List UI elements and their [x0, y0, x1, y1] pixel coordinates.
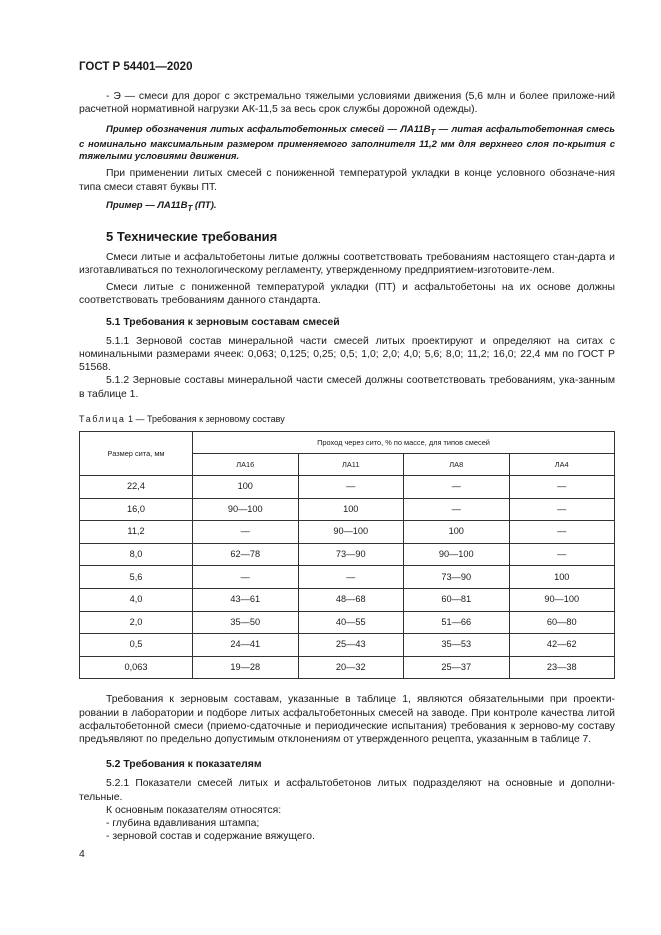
pt-note: При применении литых смесей с пониженной температурой укладки в конце условного обозначе-ния типа смеси ставят буквы ПТ.: [79, 168, 615, 193]
table-cell: —: [193, 566, 299, 589]
section-5-title: 5 Технические требования: [106, 228, 278, 244]
page-number: 4: [79, 849, 85, 860]
table-cell: 25—43: [298, 634, 404, 657]
table-cell: —: [509, 521, 615, 544]
table-row: [80, 543, 615, 566]
table-cell: —: [509, 476, 615, 499]
page-header: ГОСТ Р 54401—2020: [79, 61, 193, 73]
sieve-size-cell: 0,063: [80, 656, 193, 679]
sieve-size-cell: 22,4: [80, 476, 193, 499]
table-caption-word: Таблица: [79, 413, 126, 424]
table-cell: 90—100: [298, 521, 404, 544]
column-header-type: ЛА8: [404, 454, 510, 476]
table-cell: —: [298, 566, 404, 589]
sieve-size-cell: 4,0: [80, 589, 193, 612]
main-indicators-intro: К основным показателям относятся:: [106, 804, 282, 816]
table-cell: 100: [298, 498, 404, 521]
sieve-size-cell: 2,0: [80, 611, 193, 634]
table-cell: 24—41: [193, 634, 299, 657]
table-caption: [79, 413, 615, 426]
sieve-size-cell: 0,5: [80, 634, 193, 657]
table-cell: 62—78: [193, 543, 299, 566]
table-cell: —: [509, 543, 615, 566]
section-5-1-2: 5.1.2 Зерновые составы минеральной части смесей должны соответствовать требованиям, ука-занным в таблице 1.: [79, 375, 615, 400]
indicator-bullet-1: - глубина вдавливания штампа;: [106, 818, 260, 829]
column-header-type: ЛА11: [298, 454, 404, 476]
column-header-sieve: Размер сита, мм: [80, 432, 193, 476]
column-header-type: ЛА16: [193, 454, 299, 476]
table-cell: 23—38: [509, 656, 615, 679]
table-row: [80, 476, 615, 499]
example-subscript: Т: [430, 128, 436, 138]
example-text-pre: Пример обозначения литых асфальтобетонных смесей — ЛА11В: [106, 124, 431, 136]
section-5-paragraph-1: Смеси литые и асфальтобетоны литые должны соответствовать требованиям настоящего стан-дарта и изготавливаться по технологическому регламенту, утвержденному предприятием-изготовите-лем.: [79, 251, 615, 276]
table-caption-text: 1 — Требования к зерновому составу: [125, 413, 285, 424]
pt-example-subscript: Т: [187, 203, 193, 213]
table-cell: 35—53: [404, 634, 510, 657]
section-5-2-1: 5.2.1 Показатели смесей литых и асфальтобетонов литых подразделяют на основные и дополни-тельные.: [79, 778, 615, 803]
section-5-paragraph-2: Смеси литые с пониженной температурой укладки (ПТ) и асфальтобетоны на их основе должны соответствовать требованиям данного стандарта.: [79, 282, 615, 307]
table-row: [80, 611, 615, 634]
table-cell: 100: [193, 476, 299, 499]
table-cell: 60—81: [404, 589, 510, 612]
table-cell: —: [404, 476, 510, 499]
section-5-1-1: 5.1.1 Зерновой состав минеральной части смесей литых проектируют и определяют на ситах с номинальными размерами ячеек: 0,063; 0,125; 0,25; 0,5; 1,0; 2,0; 4,0; 5,6; 8,0; 11,2; 16,0; 22,4 мм по ГОСТ Р 51568.: [79, 335, 615, 374]
example-text-post: — литая асфальтобетонная смесь с номинально максимальным размером применяемого заполнителя 11,2 мм для верхнего слоя по-крытия с тяжелыми условиями движения.: [79, 124, 616, 163]
sieve-size-cell: 8,0: [80, 543, 193, 566]
indicator-bullet-2: - зерновой состав и содержание вяжущего.: [106, 831, 315, 843]
table-cell: 20—32: [298, 656, 404, 679]
table-cell: 90—100: [404, 543, 510, 566]
table-cell: —: [193, 521, 299, 544]
table-row: [80, 521, 615, 544]
bullet-e: - Э — смеси для дорог с экстремально тяжелыми условиями движения (5,6 млн и более приложе-ний расчетной нормативной нагрузки АК-11,5 за весь срок службы дорожной одежды).: [79, 91, 615, 116]
pt-example-pre: Пример — ЛА11В: [106, 199, 188, 211]
table-cell: 90—100: [193, 498, 299, 521]
section-5-2-title: 5.2 Требования к показателям: [106, 759, 262, 771]
table-cell: 25—37: [404, 656, 510, 679]
table-cell: 19—28: [193, 656, 299, 679]
table-cell: 73—90: [404, 566, 510, 589]
table-cell: 51—66: [404, 611, 510, 634]
table-cell: 40—55: [298, 611, 404, 634]
table-row: [80, 589, 615, 612]
after-table-paragraph: Требования к зерновым составам, указанные в таблице 1, являются обязательными при проекти-ровании в лаборатории и подборе литых асфальтобетонных смесей на заводе. При контроле качества литой асфальтобетонной смеси (приемо-сдаточные и периодические испытания) требования к зерново-му составу предъявляют по предельно допустимым отклонениям от утвержденного рецепта, указанным в таблице 7.: [79, 694, 615, 745]
table-cell: 48—68: [298, 589, 404, 612]
table-row: [80, 656, 615, 679]
table-cell: 60—80: [509, 611, 615, 634]
sieve-size-cell: 16,0: [80, 498, 193, 521]
column-header-group: Проход через сито, % по массе, для типов смесей: [193, 432, 615, 454]
table-cell: —: [404, 498, 510, 521]
table-row: [80, 634, 615, 657]
table-cell: 42—62: [509, 634, 615, 657]
column-header-type: ЛА4: [509, 454, 615, 476]
section-5-1-title: 5.1 Требования к зерновым составам смесей: [106, 316, 340, 328]
table-row: [80, 498, 615, 521]
table-cell: 100: [509, 566, 615, 589]
pt-example: [79, 200, 615, 215]
sieve-size-cell: 5,6: [80, 566, 193, 589]
table-row: [80, 566, 615, 589]
table-cell: —: [298, 476, 404, 499]
table-cell: 73—90: [298, 543, 404, 566]
designation-example: [79, 124, 615, 163]
sieve-size-cell: 11,2: [80, 521, 193, 544]
page-content: [79, 90, 615, 843]
table-cell: 35—50: [193, 611, 299, 634]
pt-example-post: (ПТ).: [192, 199, 217, 211]
sieve-requirements-table: [79, 431, 615, 679]
table-cell: 90—100: [509, 589, 615, 612]
table-cell: —: [509, 498, 615, 521]
table-cell: 43—61: [193, 589, 299, 612]
table-cell: 100: [404, 521, 510, 544]
